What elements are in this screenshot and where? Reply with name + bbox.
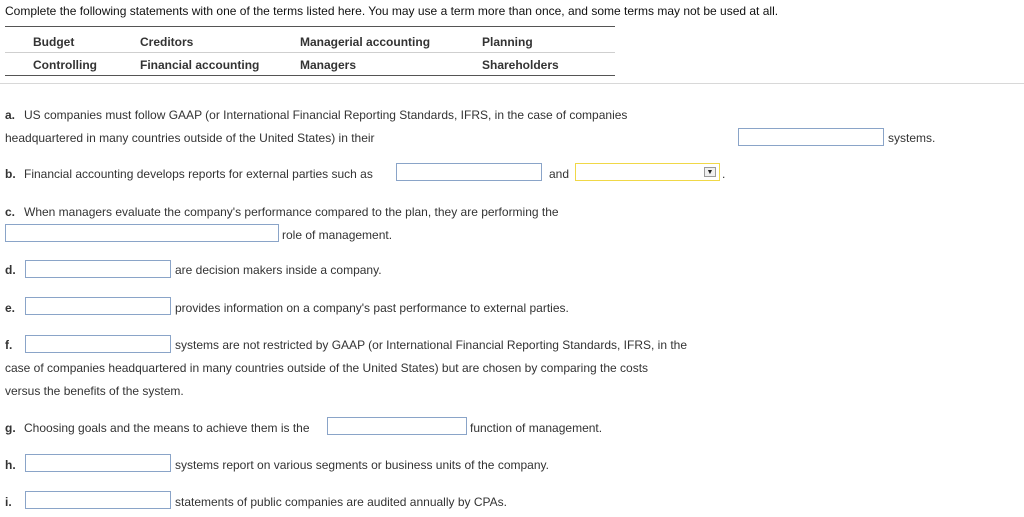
section-divider [0, 83, 1024, 84]
question-e-suffix: provides information on a company's past performance to external parties. [175, 301, 569, 315]
term-managers: Managers [300, 58, 357, 72]
question-c-letter: c. [5, 205, 16, 219]
question-g-answer-input[interactable] [327, 417, 467, 435]
question-i-letter: i. [5, 495, 12, 509]
question-h-letter: h. [5, 458, 16, 472]
table-mid-rule [5, 52, 615, 53]
question-c-suffix: role of management. [282, 228, 393, 242]
instructions-text: Complete the following statements with one of the terms listed here. You may use a term more than once, and some terms may not be used at all. [5, 4, 779, 18]
question-f-suffix: systems are not restricted by GAAP (or International Financial Reporting Standards, IFRS, in the [175, 338, 688, 352]
term-budget: Budget [33, 35, 75, 49]
question-e-letter: e. [5, 301, 16, 315]
question-b-answer-dropdown[interactable] [575, 163, 720, 181]
question-a-answer-input[interactable] [738, 128, 884, 146]
question-f-answer-input[interactable] [25, 335, 171, 353]
question-i-answer-input[interactable] [25, 491, 171, 509]
term-financial-accounting: Financial accounting [140, 58, 260, 72]
question-g-suffix: function of management. [470, 421, 603, 435]
term-shareholders: Shareholders [482, 58, 559, 72]
question-d-suffix: are decision makers inside a company. [175, 263, 382, 277]
question-c-text: When managers evaluate the company's performance compared to the plan, they are performing the [24, 205, 559, 219]
question-a-suffix: systems. [888, 131, 936, 145]
question-b-letter: b. [5, 167, 16, 181]
table-bottom-rule [5, 75, 615, 76]
question-f-text-line2: case of companies headquartered in many countries outside of the United States) but are chosen by comparing the costs [5, 361, 649, 375]
question-c-answer-input[interactable] [5, 224, 279, 242]
term-creditors: Creditors [140, 35, 194, 49]
term-controlling: Controlling [33, 58, 97, 72]
question-h-suffix: systems report on various segments or business units of the company. [175, 458, 549, 472]
question-a-letter: a. [5, 108, 16, 122]
table-top-rule [5, 26, 615, 27]
question-g-letter: g. [5, 421, 16, 435]
question-e-answer-input[interactable] [25, 297, 171, 315]
question-b-text: Financial accounting develops reports for external parties such as [24, 167, 373, 181]
question-b-answer-input-1[interactable] [396, 163, 542, 181]
term-planning: Planning [482, 35, 533, 49]
question-d-letter: d. [5, 263, 16, 277]
question-a-text-line2: headquartered in many countries outside of the United States) in their [5, 131, 375, 145]
term-managerial-accounting: Managerial accounting [300, 35, 431, 49]
question-i-suffix: statements of public companies are audited annually by CPAs. [175, 495, 507, 509]
question-h-answer-input[interactable] [25, 454, 171, 472]
question-a-text-line1: US companies must follow GAAP (or International Financial Reporting Standards, IFRS, in the case of companies [24, 108, 628, 122]
question-b-and: and [549, 167, 570, 181]
question-f-text-line3: versus the benefits of the system. [5, 384, 184, 398]
chevron-down-icon[interactable]: ▼ [704, 167, 716, 177]
question-f-letter: f. [5, 338, 13, 352]
question-g-text: Choosing goals and the means to achieve them is the [24, 421, 310, 435]
question-d-answer-input[interactable] [25, 260, 171, 278]
question-b-period: . [722, 167, 726, 181]
